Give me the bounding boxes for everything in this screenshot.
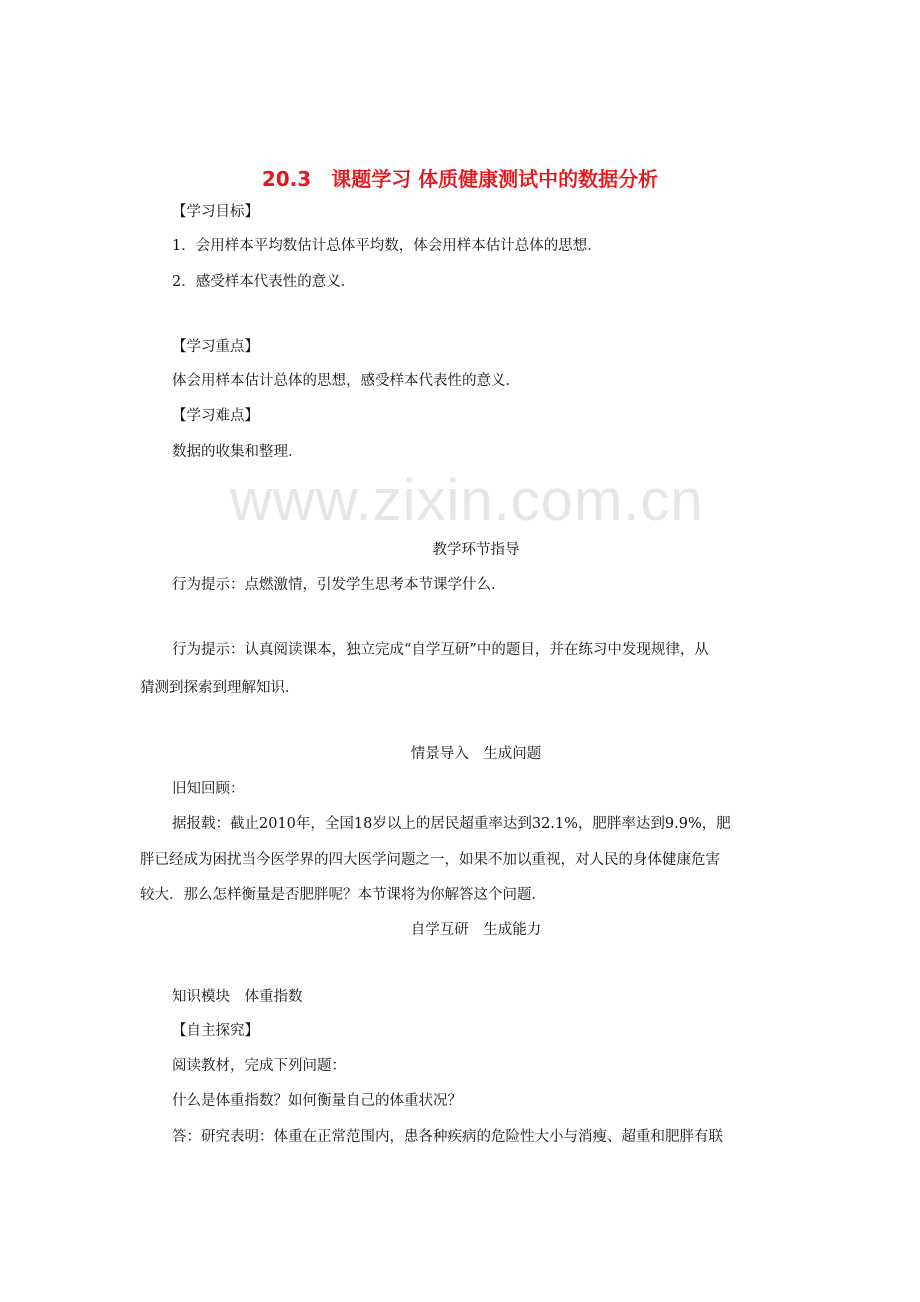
paragraph: 行为提示：认真阅读课本，独立完成“自学互研”中的题目，并在练习中发现规律，从 bbox=[172, 642, 709, 658]
paragraph: 胖已经成为困扰当今医学界的四大医学问题之一，如果不加以重视，对人民的身体健康危害 bbox=[140, 852, 720, 868]
section-heading-difficulties: 【学习难点】 bbox=[172, 408, 259, 424]
section-heading-key-points: 【学习重点】 bbox=[172, 339, 259, 355]
paragraph: 较大．那么怎样衡量是否肥胖呢？本节课将为你解答这个问题． bbox=[140, 887, 546, 903]
paragraph: 体会用样本估计总体的思想，感受样本代表性的意义． bbox=[172, 373, 520, 389]
watermark: www.zixin.com.cn bbox=[230, 468, 704, 533]
section-heading-explore: 【自主探究】 bbox=[172, 1023, 259, 1039]
paragraph: 知识模块 体重指数 bbox=[172, 989, 303, 1005]
paragraph: 据报载：截止2010年，全国18岁以上的居民超重率达到32.1%，肥胖率达到9.9%，肥 bbox=[172, 816, 731, 832]
section-heading-centered: 教学环节指导 bbox=[432, 542, 520, 558]
paragraph: 猜测到探索到理解知识． bbox=[140, 680, 300, 696]
paragraph: 数据的收集和整理． bbox=[172, 444, 303, 460]
paragraph: 行为提示：点燃激情，引发学生思考本节课学什么． bbox=[172, 577, 506, 593]
paragraph: 答：研究表明：体重在正常范围内，患各种疾病的危险性大小与消瘦、超重和肥胖有联 bbox=[172, 1129, 723, 1145]
paragraph: 什么是体重指数？如何衡量自己的体重状况？ bbox=[172, 1093, 462, 1109]
section-heading-centered: 自学互研 生成能力 bbox=[410, 922, 542, 938]
section-heading-goals: 【学习目标】 bbox=[172, 204, 259, 220]
goal-item: 2．感受样本代表性的意义． bbox=[172, 274, 356, 290]
paragraph: 阅读教材，完成下列问题： bbox=[172, 1058, 346, 1074]
section-heading-centered: 情景导入 生成问题 bbox=[410, 746, 542, 762]
goal-item: 1．会用样本平均数估计总体平均数，体会用样本估计总体的思想． bbox=[172, 238, 602, 254]
paragraph: 旧知回顾： bbox=[172, 781, 245, 797]
document-title: 20.3 课题学习 体质健康测试中的数据分析 bbox=[261, 167, 659, 191]
